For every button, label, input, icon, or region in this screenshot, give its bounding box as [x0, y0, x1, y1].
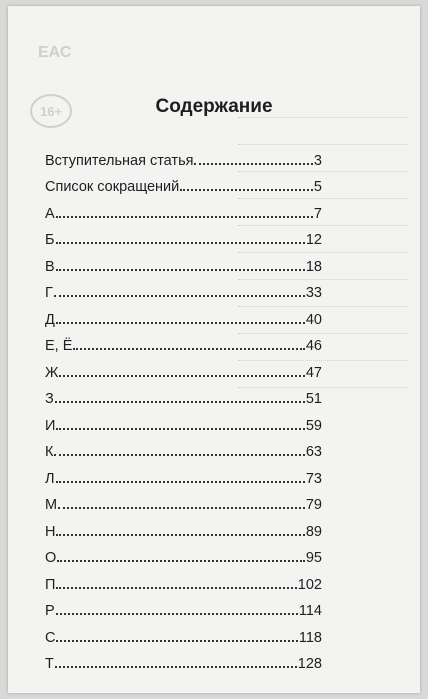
- toc-entry: [45, 248, 322, 275]
- dot-leader: [55, 401, 305, 403]
- toc-entry-page: 7: [313, 205, 322, 222]
- toc-entry-page: 128: [297, 656, 322, 672]
- toc-entry: [45, 487, 322, 514]
- toc-entry-page: 59: [305, 417, 322, 434]
- toc-entry: [45, 513, 322, 540]
- toc-entry: [45, 328, 322, 355]
- page-title: Содержание: [155, 96, 273, 117]
- toc-entry-page: 95: [305, 550, 322, 566]
- eac-mark-bleed-through: ЕАС: [38, 44, 72, 61]
- toc-entry: [45, 354, 322, 381]
- toc-entry: [45, 460, 322, 487]
- dot-leader: [56, 322, 305, 324]
- toc-entry-label: Л: [45, 470, 55, 487]
- toc-entry: [45, 169, 322, 196]
- dot-leader: [54, 454, 304, 456]
- toc-entry: [45, 646, 322, 673]
- toc-entry-label: В: [45, 258, 55, 275]
- dot-leader: [56, 640, 297, 642]
- toc-entry: [45, 275, 322, 302]
- age-rating-bleed-through: 16+: [30, 94, 72, 128]
- dot-leader: [194, 163, 312, 165]
- toc-entry-page: 102: [297, 576, 322, 593]
- toc-entry-page: 12: [305, 232, 322, 248]
- toc-entry-page: 3: [313, 152, 322, 169]
- dot-leader: [73, 348, 304, 350]
- toc-entry-label: А: [45, 205, 55, 222]
- toc-entry: [45, 195, 322, 222]
- toc-entry-label: Ж: [45, 364, 59, 381]
- toc-entry-page: 46: [305, 338, 322, 354]
- toc-entry-page: 40: [305, 311, 322, 328]
- toc-entry-page: 5: [313, 179, 322, 195]
- dot-leader: [56, 534, 304, 536]
- toc-entry-page: 51: [305, 391, 322, 407]
- toc-entry: [45, 222, 322, 249]
- toc-entry: [45, 540, 322, 567]
- table-of-contents: [45, 142, 322, 672]
- toc-entry-page: 114: [298, 603, 322, 619]
- dot-leader: [59, 375, 304, 377]
- dot-leader: [56, 481, 305, 483]
- toc-entry-label: Д: [45, 311, 55, 328]
- toc-entry: [45, 407, 322, 434]
- toc-entry-label: Г: [45, 285, 53, 301]
- toc-entry-label: Р: [45, 603, 55, 619]
- book-page: [8, 6, 420, 693]
- toc-entry-page: 118: [298, 629, 322, 646]
- dot-leader: [56, 216, 313, 218]
- dot-leader: [58, 507, 305, 509]
- toc-entry-page: 73: [305, 470, 322, 487]
- toc-entry-label: И: [45, 417, 56, 434]
- toc-entry-label: Н: [45, 523, 56, 540]
- toc-entry-page: 79: [305, 497, 322, 513]
- toc-entry: [45, 381, 322, 408]
- dot-leader: [56, 613, 298, 615]
- toc-entry-label: Т: [45, 656, 54, 672]
- dot-leader: [54, 295, 305, 297]
- dot-leader: [57, 560, 305, 562]
- toc-entry-label: З: [45, 391, 54, 407]
- dot-leader: [56, 269, 305, 271]
- toc-entry-label: Список сокращений: [45, 179, 180, 195]
- toc-entry-page: 63: [305, 444, 322, 460]
- toc-entry: [45, 619, 322, 646]
- dot-leader: [180, 189, 313, 191]
- toc-entry-label: Е, Ё: [45, 338, 73, 354]
- toc-entry-label: Вступительная статья: [45, 152, 194, 169]
- dot-leader: [55, 666, 297, 668]
- toc-entry-label: Б: [45, 232, 55, 248]
- dot-leader: [56, 242, 305, 244]
- toc-entry-page: 89: [305, 523, 322, 540]
- toc-entry-page: 47: [305, 364, 322, 381]
- toc-entry: [45, 593, 322, 620]
- toc-entry-label: С: [45, 629, 56, 646]
- toc-entry: [45, 566, 322, 593]
- dot-leader: [56, 587, 296, 589]
- toc-entry-label: М: [45, 497, 58, 513]
- dot-leader: [56, 428, 304, 430]
- toc-entry-label: К: [45, 444, 54, 460]
- toc-entry-label: П: [45, 576, 56, 593]
- toc-entry-page: 18: [305, 258, 322, 275]
- toc-entry-label: О: [45, 550, 57, 566]
- toc-entry: [45, 142, 322, 169]
- toc-entry: [45, 434, 322, 461]
- toc-entry-page: 33: [305, 285, 322, 301]
- toc-entry: [45, 301, 322, 328]
